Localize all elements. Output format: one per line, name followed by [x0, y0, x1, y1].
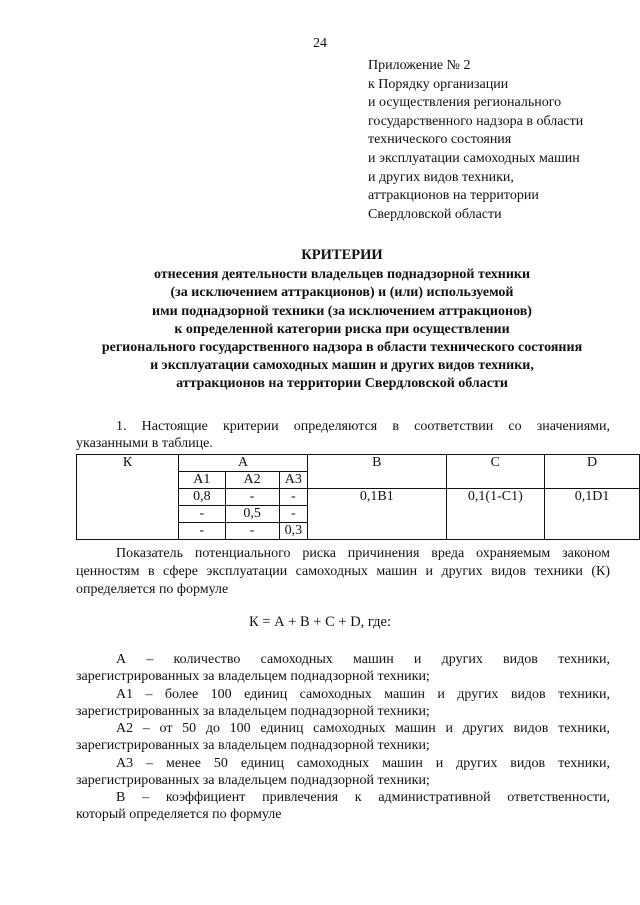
definition-line2: зарегистрированных за владельцем поднадзорной техники; — [76, 773, 430, 788]
header-c: С — [446, 455, 545, 489]
appendix-line: и эксплуатации самоходных машин — [368, 150, 580, 166]
definition-line1: А3 – менее 50 единиц самоходных машин и других видов техники, — [116, 756, 610, 771]
appendix-line: аттракционов на территории — [368, 188, 539, 204]
header-d: D — [545, 455, 640, 489]
definition-line2: зарегистрированных за владельцем поднадзорной техники; — [76, 669, 430, 684]
intro-paragraph-line2: указанными в таблице. — [76, 436, 213, 451]
appendix-line: к Порядку организации — [368, 76, 509, 92]
title-line: аттракционов на территории Свердловской области — [176, 376, 508, 392]
table-cell: - — [225, 489, 279, 506]
definition-line2: зарегистрированных за владельцем поднадзорной техники; — [76, 738, 430, 753]
table-cell: 0,3 — [279, 523, 307, 540]
title-line: к определенной категории риска при осуществлении — [174, 321, 510, 337]
document-title — [40, 246, 640, 394]
appendix-header — [368, 57, 636, 224]
appendix-line: и других видов техники, — [368, 169, 514, 185]
definition-line1: А1 – более 100 единиц самоходных машин и других видов техники, — [116, 687, 610, 702]
table-cell: 0,5 — [225, 506, 279, 523]
appendix-line: Приложение № 2 — [368, 58, 471, 73]
table-cell: - — [179, 523, 225, 540]
definition-line1: В – коэффициент привлечения к административной ответственности, — [116, 790, 610, 805]
table-header-row — [77, 455, 640, 472]
subheader-a2: А2 — [225, 472, 279, 489]
b-value: 0,1В1 — [308, 489, 446, 540]
definition-line1: А2 – от 50 до 100 единиц самоходных машин и других видов техники, — [116, 721, 610, 736]
table-cell: - — [279, 489, 307, 506]
definition-line2: зарегистрированных за владельцем поднадзорной техники; — [76, 704, 430, 719]
page-number: 24 — [313, 36, 327, 51]
d-value: 0,1D1 — [545, 489, 640, 540]
title-line: отнесения деятельности владельцев поднадзорной техники — [153, 267, 531, 283]
criteria-table — [76, 454, 640, 540]
table-cell: 0,8 — [179, 489, 225, 506]
risk-paragraph-line3: определяется по формуле — [76, 582, 229, 597]
header-b: В — [308, 455, 446, 489]
title-line: регионального государственного надзора в области технического состояния — [101, 339, 583, 355]
appendix-line: Свердловской области — [368, 206, 502, 222]
title-line: (за исключением аттракционов) и (или) используемой — [170, 285, 514, 301]
appendix-line: государственного надзора в области — [368, 113, 584, 129]
risk-paragraph-line1: Показатель потенциального риска причинения вреда охраняемым законом — [116, 546, 610, 561]
appendix-line: и осуществления регионального — [368, 95, 562, 111]
appendix-line: технического состояния — [368, 132, 512, 148]
table-cell: - — [179, 506, 225, 523]
title-main: КРИТЕРИИ — [301, 247, 383, 263]
header-k: К — [77, 455, 179, 540]
c-value: 0,1(1-С1) — [446, 489, 545, 540]
title-line: ими поднадзорной техники (за исключением аттракционов) — [152, 303, 532, 319]
table-cell: - — [225, 523, 279, 540]
table-cell: - — [279, 506, 307, 523]
header-a: А — [179, 455, 308, 472]
risk-formula: К = А + В + С + D, где: — [249, 614, 391, 630]
definition-line2: который определяется по формуле — [76, 807, 282, 822]
title-line: и эксплуатации самоходных машин и других видов техники, — [150, 358, 534, 374]
intro-paragraph-line1: 1. Настоящие критерии определяются в соответствии со значениями, — [116, 419, 610, 434]
risk-paragraph-line2: ценностям в сфере эксплуатации самоходных машин и других видов техники (К) — [76, 564, 610, 579]
subheader-a3: А3 — [279, 472, 307, 489]
subheader-a1: А1 — [179, 472, 225, 489]
definition-line1: А – количество самоходных машин и других видов техники, — [116, 652, 610, 667]
